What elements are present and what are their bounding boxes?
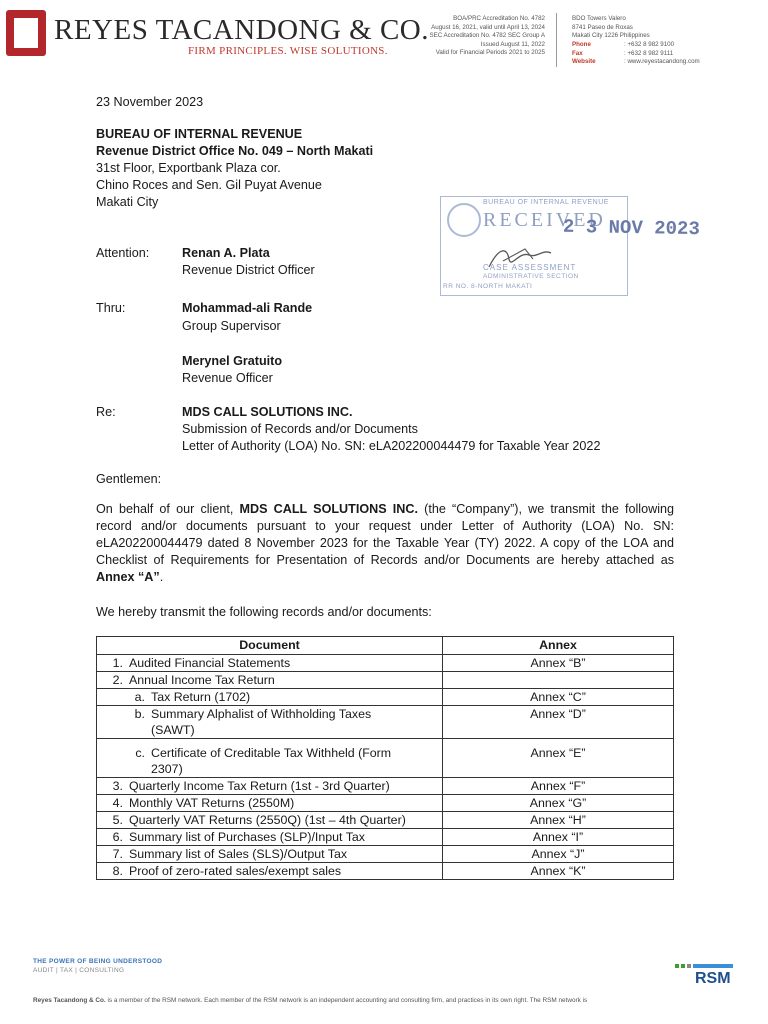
firm-logo-icon [6,10,46,56]
thru-title-1: Group Supervisor [182,319,281,333]
col-annex-header: Annex [443,637,674,655]
header-divider [556,13,557,67]
footer-services: AUDIT | TAX | CONSULTING [33,967,125,974]
letter-date: 23 November 2023 [96,95,204,109]
body-paragraph-2: We hereby transmit the following records and/or documents: [96,605,432,619]
bir-seal-icon [447,203,481,237]
body-paragraph-1: On behalf of our client, MDS CALL SOLUTIONS INC. (the “Company”), we transmit the following record and/or documents pursuant to your request under Letter of Authority (LOA) No. SN: eLA202200044479 dated 8 November 2023 for the Taxable Year (TY) 2022. A copy of the LOA and Checklist of Requirements for Presentation of Records and/or Documents are hereby attached as Annex “A”. [96,502,675,584]
accreditation-block: BOA/PRC Accreditation No. 4782 August 16, 2021, valid until April 13, 2024 SEC Accreditation No. 4782 SEC Group A Issued August 11, 2022 Valid for Financial Periods 2021 to 2025 [429,15,545,56]
footer-tagline: THE POWER OF BEING UNDERSTOOD [33,958,163,965]
recipient-address-3: Makati City [96,195,159,209]
received-stamp: BUREAU OF INTERNAL REVENUE RECEIVED 2 3 NOV 2023 CASE ASSESSMENT ADMINISTRATIVE SECTION RR NO. 8-NORTH MAKATI [440,196,628,296]
thru-name-1: Mohammad-ali Rande [182,301,313,315]
rsm-bars-icon [675,964,733,968]
thru-label: Thru: [96,301,126,315]
table-header-row [97,637,674,655]
firm-address: BDO Towers Valero 8741 Paseo de Roxas Makati City 1226 Philippines [572,15,650,39]
rsm-logo: RSM [695,970,731,987]
recipient-address-1: 31st Floor, Exportbank Plaza cor. [96,161,281,175]
table-row: 1. Audited Financial Statements Annex “B” [97,655,674,672]
firm-tagline: FIRM PRINCIPLES. WISE SOLUTIONS. [188,45,388,57]
thru-title-2: Revenue Officer [182,371,273,385]
attention-title: Revenue District Officer [182,263,315,277]
recipient-address-2: Chino Roces and Sen. Gil Puyat Avenue [96,178,322,192]
attention-label: Attention: [96,246,150,260]
recipient-org: BUREAU OF INTERNAL REVENUE [96,127,303,141]
table-row: c. Certificate of Creditable Tax Withheld (Form 2307) Annex “E” [97,739,674,778]
col-document-header: Document [97,637,443,655]
table-row: 6. Summary list of Purchases (SLP)/Input Tax Annex “I” [97,829,674,846]
documents-table [96,636,674,880]
table-row: b. Summary Alphalist of Withholding Taxes (SAWT) Annex “D” [97,706,674,739]
firm-name: REYES TACANDONG & CO. [54,14,429,46]
table-row: 2. Annual Income Tax Return [97,672,674,689]
recipient-office: Revenue District Office No. 049 – North Makati [96,144,374,158]
salutation: Gentlemen: [96,472,162,486]
re-label: Re: [96,405,116,419]
table-row: a. Tax Return (1702) Annex “C” [97,689,674,706]
footer-note: Reyes Tacandong & Co. is a member of the RSM network. Each member of the RSM network is an independent accounting and consulting firm, and practices in its own right. The RSM network is [33,997,588,1004]
table-row: 5. Quarterly VAT Returns (2550Q) (1st – 4th Quarter) Annex “H” [97,812,674,829]
thru-name-2: Merynel Gratuito [182,354,283,368]
re-subject-line-3: Letter of Authority (LOA) No. SN: eLA202200044479 for Taxable Year 2022 [182,439,601,453]
attention-name: Renan A. Plata [182,246,270,260]
table-row: 3. Quarterly Income Tax Return (1st - 3rd Quarter) Annex “F” [97,778,674,795]
table-row: 4. Monthly VAT Returns (2550M) Annex “G” [97,795,674,812]
table-row: 7. Summary list of Sales (SLS)/Output Tax Annex “J” [97,846,674,863]
re-subject-line-2: Submission of Records and/or Documents [182,422,418,436]
re-company: MDS CALL SOLUTIONS INC. [182,405,353,419]
stamp-date: 2 3 NOV 2023 [562,215,701,241]
table-row: 8. Proof of zero-rated sales/exempt sales Annex “K” [97,863,674,880]
firm-contact: Phone : +632 8 982 9100 Fax : +632 8 982 9111 Website : www.reyestacandong.com [572,41,700,65]
